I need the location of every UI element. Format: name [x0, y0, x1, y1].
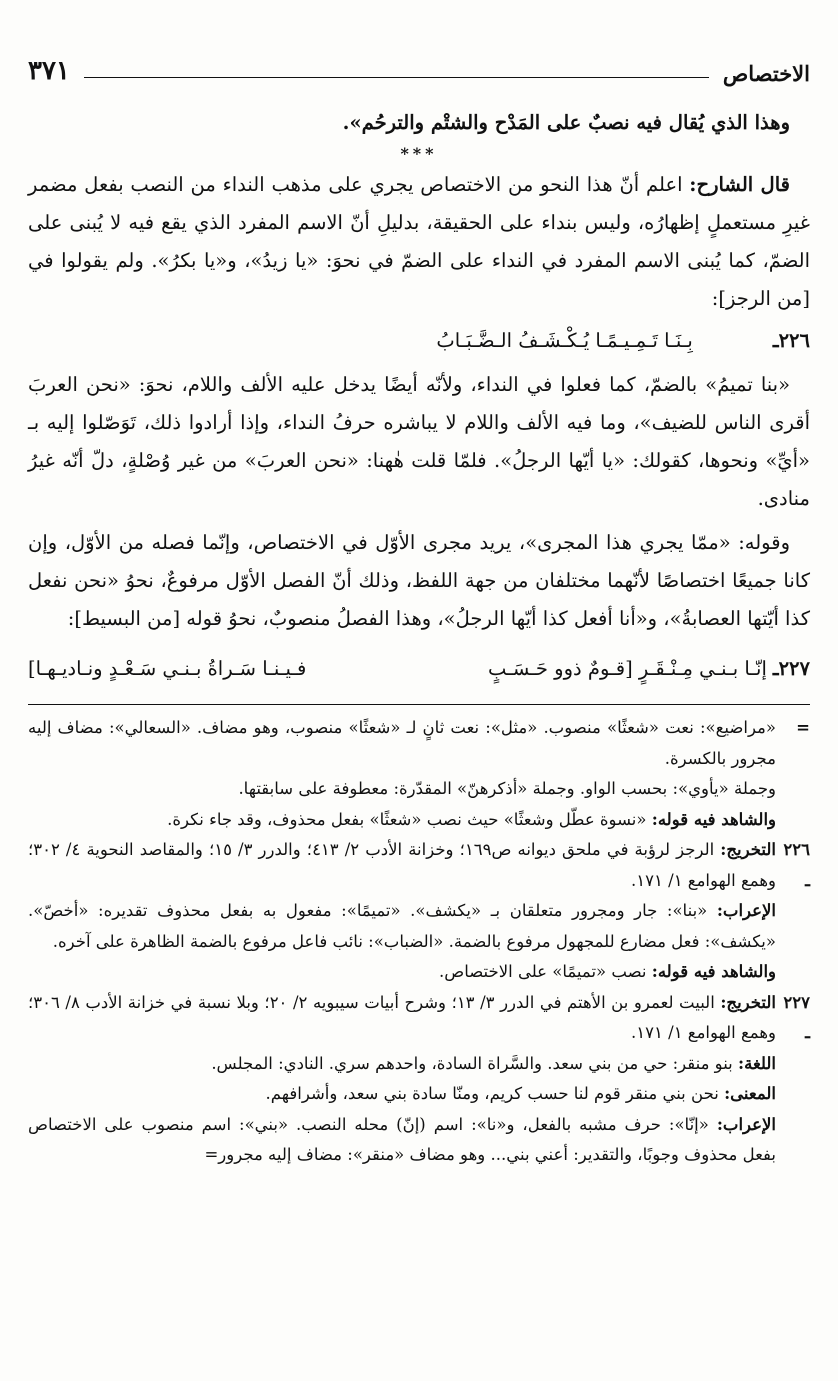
footnote-line: والشاهد فيه قوله: نصب «تميمًا» على الاختصاص. — [439, 962, 776, 981]
footnote-line: المعنى: نحن بني منقر قوم لنا حسب كريم، ومنّا سادة بني سعد، وأشرافهم. — [265, 1084, 776, 1103]
verse-text-226: بِـنَـا تَـمِـيـمًـا يُـكْـشَـفُ الـضَّـبَـابُ — [436, 329, 693, 352]
running-header — [28, 50, 810, 86]
verse-226 — [28, 322, 810, 360]
footnote-227: ٢٢٧ ـ التخريج: البيت لعمرو بن الأهتم في الدرر ٣/ ١٣؛ وشرح أبيات سيبويه ٢/ ٢٠؛ وبلا نسبة في خزانة الأدب ٨/ ٣٠٦؛ وهمع الهوامع ١/ ١٧١. — [28, 988, 810, 1049]
footnote-line: والشاهد فيه قوله: «نسوة عطّل وشعثًا» حيث نصب «شعثًا» بفعل محذوف، وقد جاء نكرة. — [167, 809, 776, 829]
footnote-number-227: ٢٢٧ ـ — [783, 992, 810, 1042]
footnotes — [28, 713, 810, 1171]
commentary-paragraph — [28, 166, 810, 318]
footnote-line: الإعراب: «بنا»: جار ومجرور متعلقان بـ «يكشف». «تميمًا»: مفعول به بفعل محذوف تقديره: «أخصّ». «يكشف»: فعل مضارع للمجهول مرفوع بالضمة. «الضباب»: نائب فاعل مرفوع بالضمة الظاهرة على آخره. — [28, 901, 776, 951]
header-rule — [84, 77, 709, 78]
verse-227 — [28, 650, 810, 688]
verse-227-second-hemistich: فـيـنـا سَـراةُ بـنـي سَـعْـدٍ ونـاديـهـا] — [28, 657, 307, 680]
page-number: ٣٧١ — [28, 56, 70, 86]
verse-number-226: ٢٢٦ـ — [772, 329, 810, 352]
commentary-text: اعلم أنّ هذا النحو من الاختصاص يجري على مذهب النداء من النصب بفعل مضمر غيرِ مستعملٍ إظهارُه، وليس بنداء على الحقيقة، بدليلِ أنّ الاسم المفرد الذي يقع فيه لا يُبنى على الضمّ، كما يُبنى الاسم المفرد في النداء على الضمّ في نحوَ: «يا زيدُ»، و«يا بكرُ». ولم يقولوا في [من الرجز]: — [28, 173, 810, 310]
footnote-line: اللغة: بنو منقر: حي من بني سعد. والسَّراة السادة، واحدهم سري. النادي: المجلس. — [211, 1053, 776, 1073]
lead-quote: وهذا الذي يُقال فيه نصبٌ على المَدْح والشتْم والترحُم». — [342, 111, 790, 134]
commentary-label: قال الشارح: — [689, 173, 790, 196]
section-stars: *** — [400, 144, 438, 163]
paragraph-2: «بنا تميمُ» بالضمّ، كما فعلوا في النداء، ولأنّه أيضًا يدخل عليه الألف واللام، نحوَ: «نحن العربَ أقرى الناس للضيف»، وما فيه الألف واللام لا يباشره حرفُ النداء، وإذا أرادوا ذلك، تَوَصّلوا إليه بـ «أيِّ» ونحوها، كقولك: «يا أيّها الرجلُ». فلمّا قلت هٰهنا: «نحن العربَ» من غير وُصْلةٍ، دلّ أنّه غيرُ منادى. — [28, 373, 810, 510]
continuation-mark: = — [796, 718, 810, 737]
footnote-continued — [28, 713, 810, 774]
footnote-line: الإعراب: «إنّا»: حرف مشبه بالفعل، و«نا»: اسم (إنّ) محله النصب. «بني»: اسم منصوب على الاختصاص بفعل محذوف وجوبًا، والتقدير: أعني بني... وهو مضاف «منقر»: مضاف إليه مجرور= — [28, 1114, 776, 1164]
main-text — [28, 104, 810, 688]
verse-227-first-hemistich: إنّـا بـنـي مِـنْـقَـرٍ [قـومٌ ذوو حَـسَـبٍ — [487, 657, 767, 680]
chapter-title: الاختصاص — [722, 61, 810, 86]
footnote-text: «مراضيع»: نعت «شعثًا» منصوب. «مثل»: نعت ثانٍ لـ «شعثًا» منصوب، وهو مضاف. «السعالي»: مضاف إليه مجرور بالكسرة. — [28, 718, 776, 768]
footnote-number-226: ٢٢٦ ـ — [783, 840, 810, 890]
footnote-226: ٢٢٦ ـ التخريج: الرجز لرؤبة في ملحق ديوانه ص١٦٩؛ وخزانة الأدب ٢/ ٤١٣؛ والدرر ٣/ ١٥؛ والمقاصد النحوية ٤/ ٣٠٢؛ وهمع الهوامع ١/ ١٧١. — [28, 835, 810, 896]
paragraph-3: وقوله: «ممّا يجري هذا المجرى»، يريد مجرى الأوّل في الاختصاص، وإنّما فصله من الأوّل، وإن كانا جميعًا اختصاصًا لأنّهما مختلفان من جهة اللفظ، وذلك أنّ الفصل الأوّل مرفوعٌ، نحوُ «نحن نفعل كذا أيّتها العصابةُ»، و«أنا أفعل كذا أيّها الرجلُ»، وهذا الفصلُ منصوبٌ، نحوُ قوله [من البسيط]: — [28, 531, 810, 630]
footnote-line: وجملة «يأوي»: بحسب الواو. وجملة «أذكرهنّ» المقدّرة: معطوفة على سابقتها. — [238, 779, 776, 798]
page — [28, 50, 810, 1171]
footnote-separator — [28, 704, 810, 705]
verse-number-227: ٢٢٧ـ — [772, 657, 810, 680]
